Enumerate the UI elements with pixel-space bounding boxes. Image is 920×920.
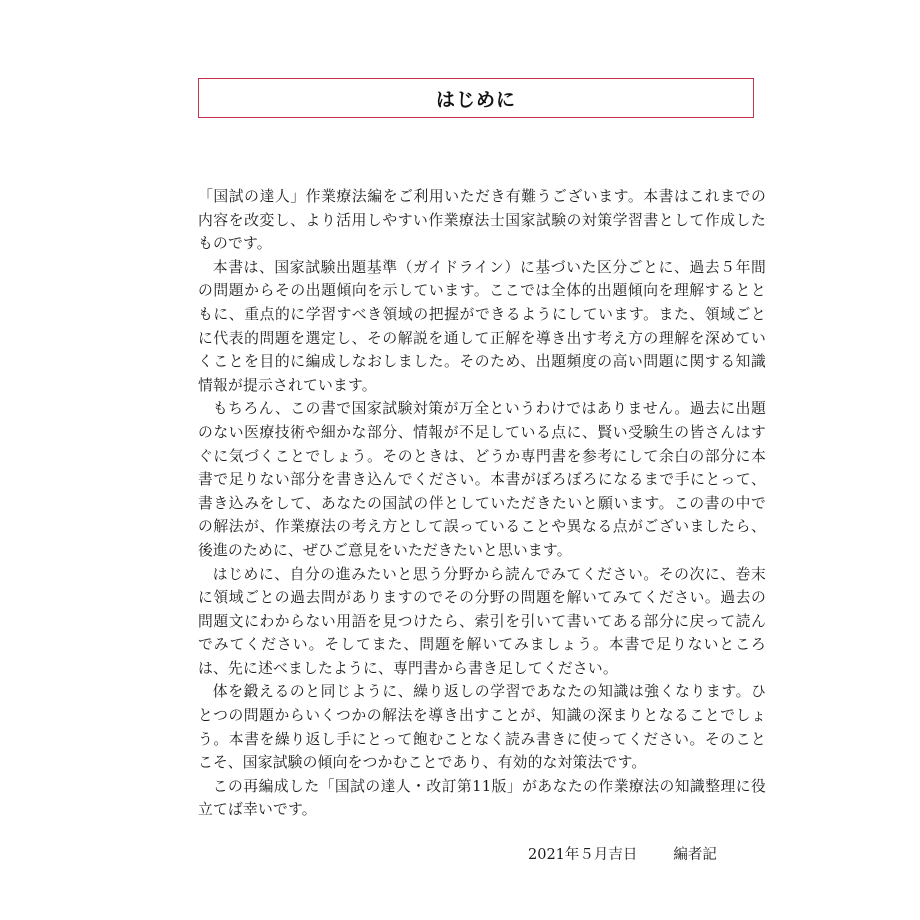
paragraph-4: はじめに、自分の進みたいと思う分野から読んでみてください。その次に、巻末に領域ごとの過去問がありますのでその分野の問題を解いてみてください。過去の問題文にわからない用語を見つけたら、索引を引いて書いてある部分に戻って読んでみてください。そしてまた、問題を解いてみましょう。本書で足りないところは、先に述べましたように、専門書から書き足してください。 bbox=[198, 565, 767, 677]
signature-date: 2021年５月吉日 bbox=[528, 847, 638, 863]
paragraph-5: 体を鍛えるのと同じように、繰り返しの学習であなたの知識は強くなります。ひとつの問題からいくつかの解法を導き出すことが、知識の深まりとなることでしょう。本書を繰り返し手にとって飽むことなく読み書きに使ってください。そのことこそ、国家試験の傾向をつかむことであり、有効的な対策法です。 bbox=[198, 683, 766, 772]
paragraph-2: 本書は、国家試験出題基準（ガイドライン）に基づいた区分ごとに、過去５年間の問題からその出題傾向を示しています。ここでは全体的出題傾向を理解するとともに、重点的に学習すべき領域の把握ができるようにしています。また、領域ごとに代表的問題を選定し、その解説を通して正解を導き出す考え方の理解を深めていくことを目的に編成しなおしました。そのため、出題頻度の高い問題に関する知識情報が提示されています。 bbox=[198, 258, 766, 394]
signature bbox=[528, 843, 717, 864]
paragraph-1: 「国試の達人」作業療法編をご利用いただき有難うございます。本書はこれまでの内容を改変し、より活用しやすい作業療法士国家試験の対策学習書として作成したものです。 bbox=[198, 188, 766, 253]
title-box bbox=[198, 78, 754, 118]
body-text bbox=[198, 185, 766, 822]
paragraph-6: この再編成した「国試の達人・改訂第11版」があなたの作業療法の知識整理に役立てば幸いです。 bbox=[198, 777, 766, 819]
page-title: はじめに bbox=[435, 88, 516, 111]
signature-author: 編者記 bbox=[673, 847, 717, 863]
paragraph-3: もちろん、この書で国家試験対策が万全というわけではありません。過去に出題のない医療技術や細かな部分、情報が不足している点に、賢い受験生の皆さんはすぐに気づくことでしょう。そのときは、どうか専門書を参考にして余白の部分に本書で足りない部分を書き込んでください。本書がぼろぼろになるまで手にとって、書き込みをして、あなたの国試の伴としていただきたいと願います。この書の中での解法が、作業療法の考え方として誤っていることや異なる点がございましたら、後進のために、ぜひご意見をいただきたいと思います。 bbox=[198, 400, 766, 559]
